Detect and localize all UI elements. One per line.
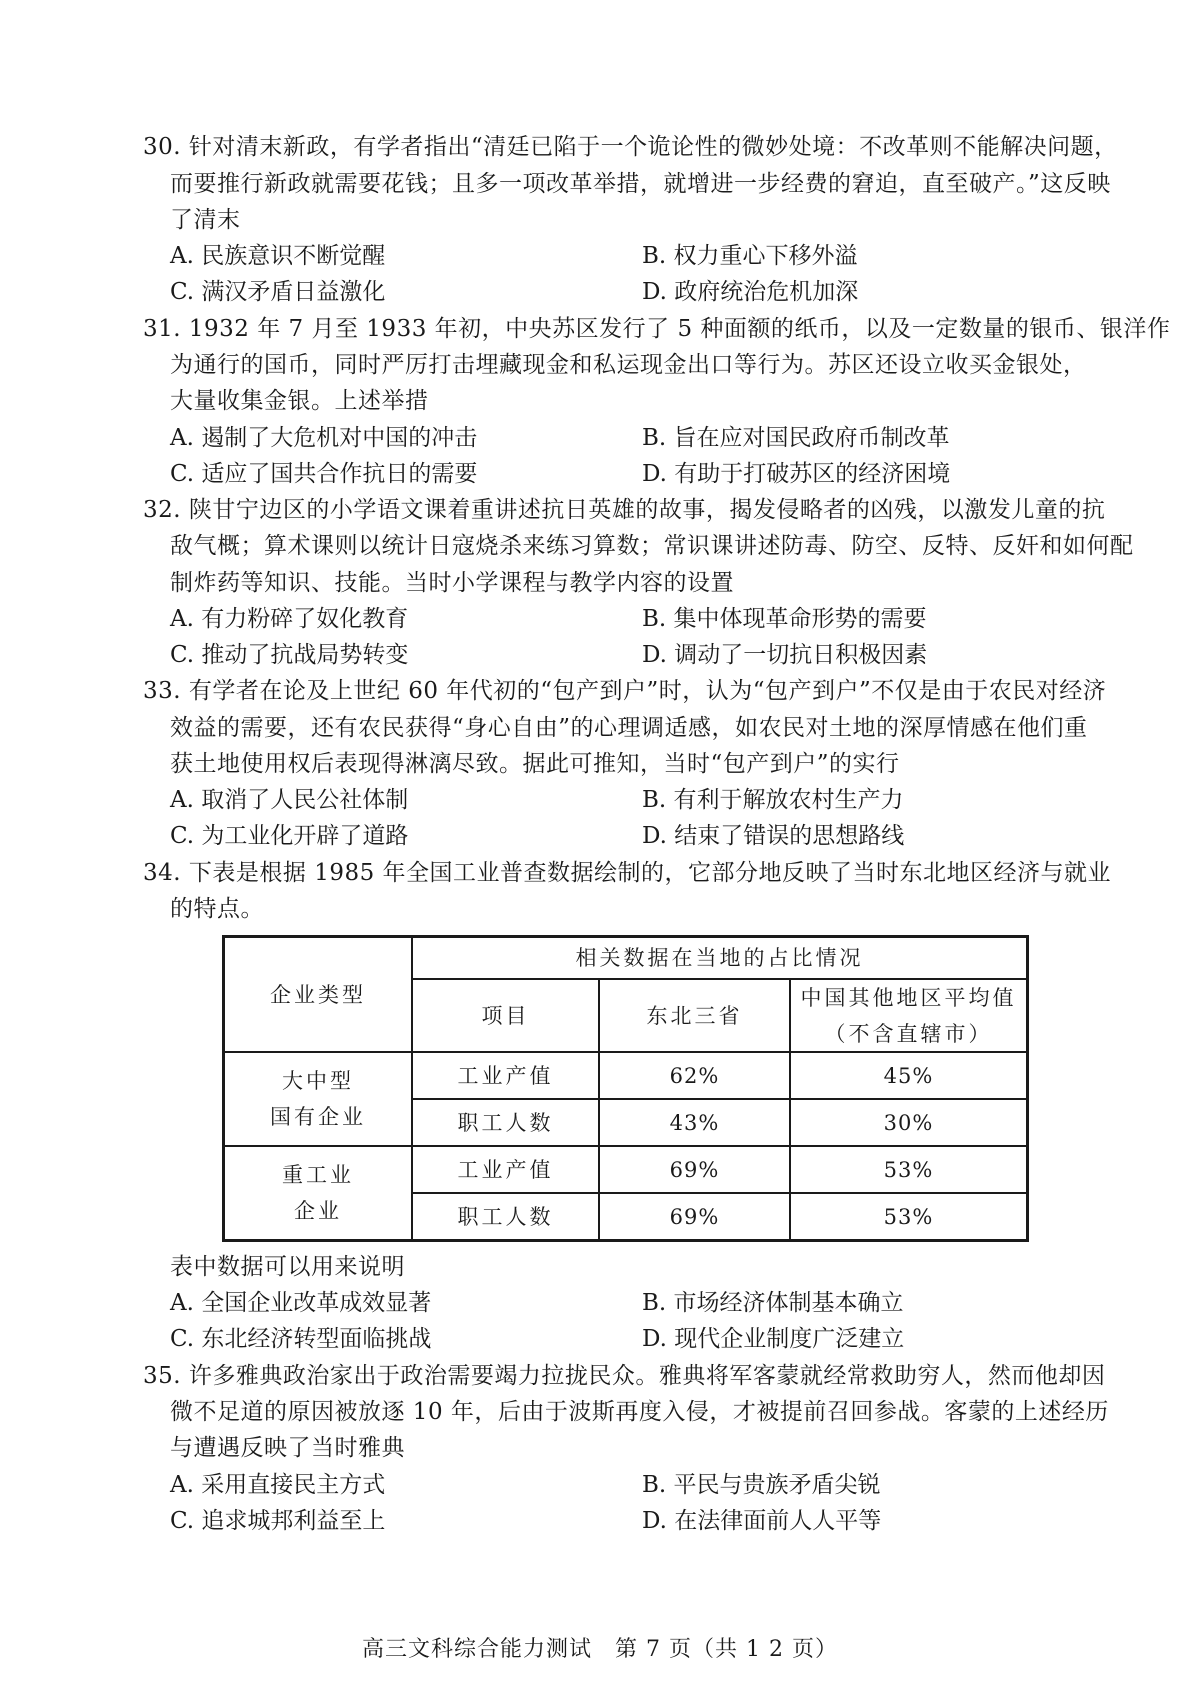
option-d: D. 现代企业制度广泛建立 bbox=[642, 1326, 905, 1352]
table-cell-item: 职工人数 bbox=[457, 1204, 554, 1229]
question-stem-line: 为通行的国币，同时严厉打击埋藏现金和私运现金出口等行为。苏区还设立收买金银处， bbox=[170, 352, 1087, 378]
option-c: C. 东北经济转型面临挑战 bbox=[170, 1326, 432, 1352]
option-a: A. 取消了人民公社体制 bbox=[170, 787, 409, 813]
question-stem-line: 微不足道的原因被放逐 10 年，后由于波斯再度入侵，才被提前召回参战。客蒙的上述经历 bbox=[170, 1399, 1109, 1425]
table-cell-item: 职工人数 bbox=[457, 1110, 554, 1135]
option-b: B. 权力重心下移外溢 bbox=[642, 243, 858, 269]
question-stem-line: 30. 针对清末新政，有学者指出“清廷已陷于一个诡论性的微妙处境：不改革则不能解决问题， bbox=[143, 134, 1118, 160]
option-a: A. 采用直接民主方式 bbox=[170, 1472, 386, 1498]
page-footer: 高三文科综合能力测试 第 7 页（共 1 2 页） bbox=[362, 1637, 838, 1662]
question-stem-line: 35. 许多雅典政治家出于政治需要竭力拉拢民众。雅典将军客蒙就经常救助穷人，然而他却因 bbox=[143, 1363, 1106, 1389]
question-stem-line: 31. 1932 年 7 月至 1933 年初，中央苏区发行了 5 种面额的纸币，以及一定数量的银币、银洋作 bbox=[143, 316, 1171, 342]
question-stem-line: 34. 下表是根据 1985 年全国工业普查数据绘制的，它部分地反映了当时东北地区经济与就业 bbox=[143, 860, 1112, 886]
header-enterprise-type: 企业类型 bbox=[270, 982, 366, 1007]
option-a: A. 全国企业改革成效显著 bbox=[170, 1290, 432, 1316]
table-cell-other: 53% bbox=[883, 1157, 934, 1182]
table-cell-item: 工业产值 bbox=[457, 1157, 554, 1182]
table-cell-northeast: 69% bbox=[669, 1204, 720, 1229]
option-a: A. 有力粉碎了奴化教育 bbox=[170, 606, 409, 632]
table-cell-northeast: 69% bbox=[669, 1157, 720, 1182]
option-b: B. 市场经济体制基本确立 bbox=[642, 1290, 904, 1316]
question-stem-line: 而要推行新政就需要花钱；且多一项改革举措，就增进一步经费的窘迫，直至破产。”这反映 bbox=[170, 171, 1111, 197]
question-stem-line: 33. 有学者在论及上世纪 60 年代初的“包产到户”时，认为“包产到户”不仅是由于农民对经济 bbox=[143, 678, 1107, 704]
question-stem-line: 的特点。 bbox=[170, 896, 264, 922]
question-stem-line: 效益的需要，还有农民获得“身心自由”的心理调适感，如农民对土地的深厚情感在他们重 bbox=[170, 715, 1088, 741]
table-cell-northeast: 43% bbox=[669, 1110, 720, 1135]
group-label-line: 重工业 bbox=[282, 1163, 354, 1187]
option-d: D. 结束了错误的思想路线 bbox=[642, 823, 905, 849]
question-stem-line: 32. 陕甘宁边区的小学语文课着重讲述抗日英雄的故事，揭发侵略者的凶残，以激发儿童的抗 bbox=[143, 497, 1106, 523]
option-b: B. 平民与贵族矛盾尖锐 bbox=[642, 1472, 881, 1498]
option-d: D. 有助于打破苏区的经济困境 bbox=[642, 461, 951, 487]
option-c: C. 追求城邦利益至上 bbox=[170, 1508, 386, 1534]
group-label-large-state bbox=[225, 1053, 411, 1145]
question-stem-line: 敌气概；算术课则以统计日寇烧杀来练习算数；常识课讲述防毒、防空、反特、反奸和如何配 bbox=[170, 533, 1134, 559]
option-a: A. 遏制了大危机对中国的冲击 bbox=[170, 425, 478, 451]
question-stem-line: 大量收集金银。上述举措 bbox=[170, 388, 429, 414]
option-c: C. 推动了抗战局势转变 bbox=[170, 642, 409, 668]
table-cell-other: 45% bbox=[883, 1063, 934, 1088]
data-table bbox=[222, 935, 1029, 1242]
table-cell-other: 30% bbox=[883, 1110, 934, 1135]
question-stem-line: 了清末 bbox=[170, 207, 241, 233]
question-stem-line: 制炸药等知识、技能。当时小学课程与教学内容的设置 bbox=[170, 570, 734, 596]
header-item: 项目 bbox=[481, 1003, 530, 1028]
question-stem-line: 与遭遇反映了当时雅典 bbox=[170, 1435, 405, 1461]
group-label-line: 企业 bbox=[294, 1199, 342, 1223]
header-other-line1: 中国其他地区平均值 bbox=[800, 985, 1017, 1010]
table-cell-item: 工业产值 bbox=[457, 1063, 554, 1088]
table-cell-northeast: 62% bbox=[669, 1063, 720, 1088]
header-other-regions bbox=[791, 980, 1026, 1051]
header-northeast: 东北三省 bbox=[646, 1003, 743, 1028]
option-a: A. 民族意识不断觉醒 bbox=[170, 243, 386, 269]
group-label-heavy-industry bbox=[225, 1147, 411, 1239]
option-c: C. 适应了国共合作抗日的需要 bbox=[170, 461, 478, 487]
group-label-line: 大中型 bbox=[282, 1069, 354, 1093]
question-stem-line: 获土地使用权后表现得淋漓尽致。据此可推知，当时“包产到户”的实行 bbox=[170, 751, 900, 777]
option-b: B. 集中体现革命形势的需要 bbox=[642, 606, 927, 632]
option-c: C. 为工业化开辟了道路 bbox=[170, 823, 409, 849]
question-stem-line: 表中数据可以用来说明 bbox=[170, 1254, 405, 1280]
group-label-line: 国有企业 bbox=[270, 1105, 366, 1129]
header-other-line2: （不含直辖市） bbox=[824, 1021, 993, 1046]
header-group: 相关数据在当地的占比情况 bbox=[575, 946, 864, 970]
table-cell-other: 53% bbox=[883, 1204, 934, 1229]
option-c: C. 满汉矛盾日益激化 bbox=[170, 279, 386, 305]
option-b: B. 旨在应对国民政府币制改革 bbox=[642, 425, 950, 451]
option-d: D. 在法律面前人人平等 bbox=[642, 1508, 882, 1534]
option-d: D. 调动了一切抗日积极因素 bbox=[642, 642, 928, 668]
option-d: D. 政府统治危机加深 bbox=[642, 279, 859, 305]
option-b: B. 有利于解放农村生产力 bbox=[642, 787, 904, 813]
